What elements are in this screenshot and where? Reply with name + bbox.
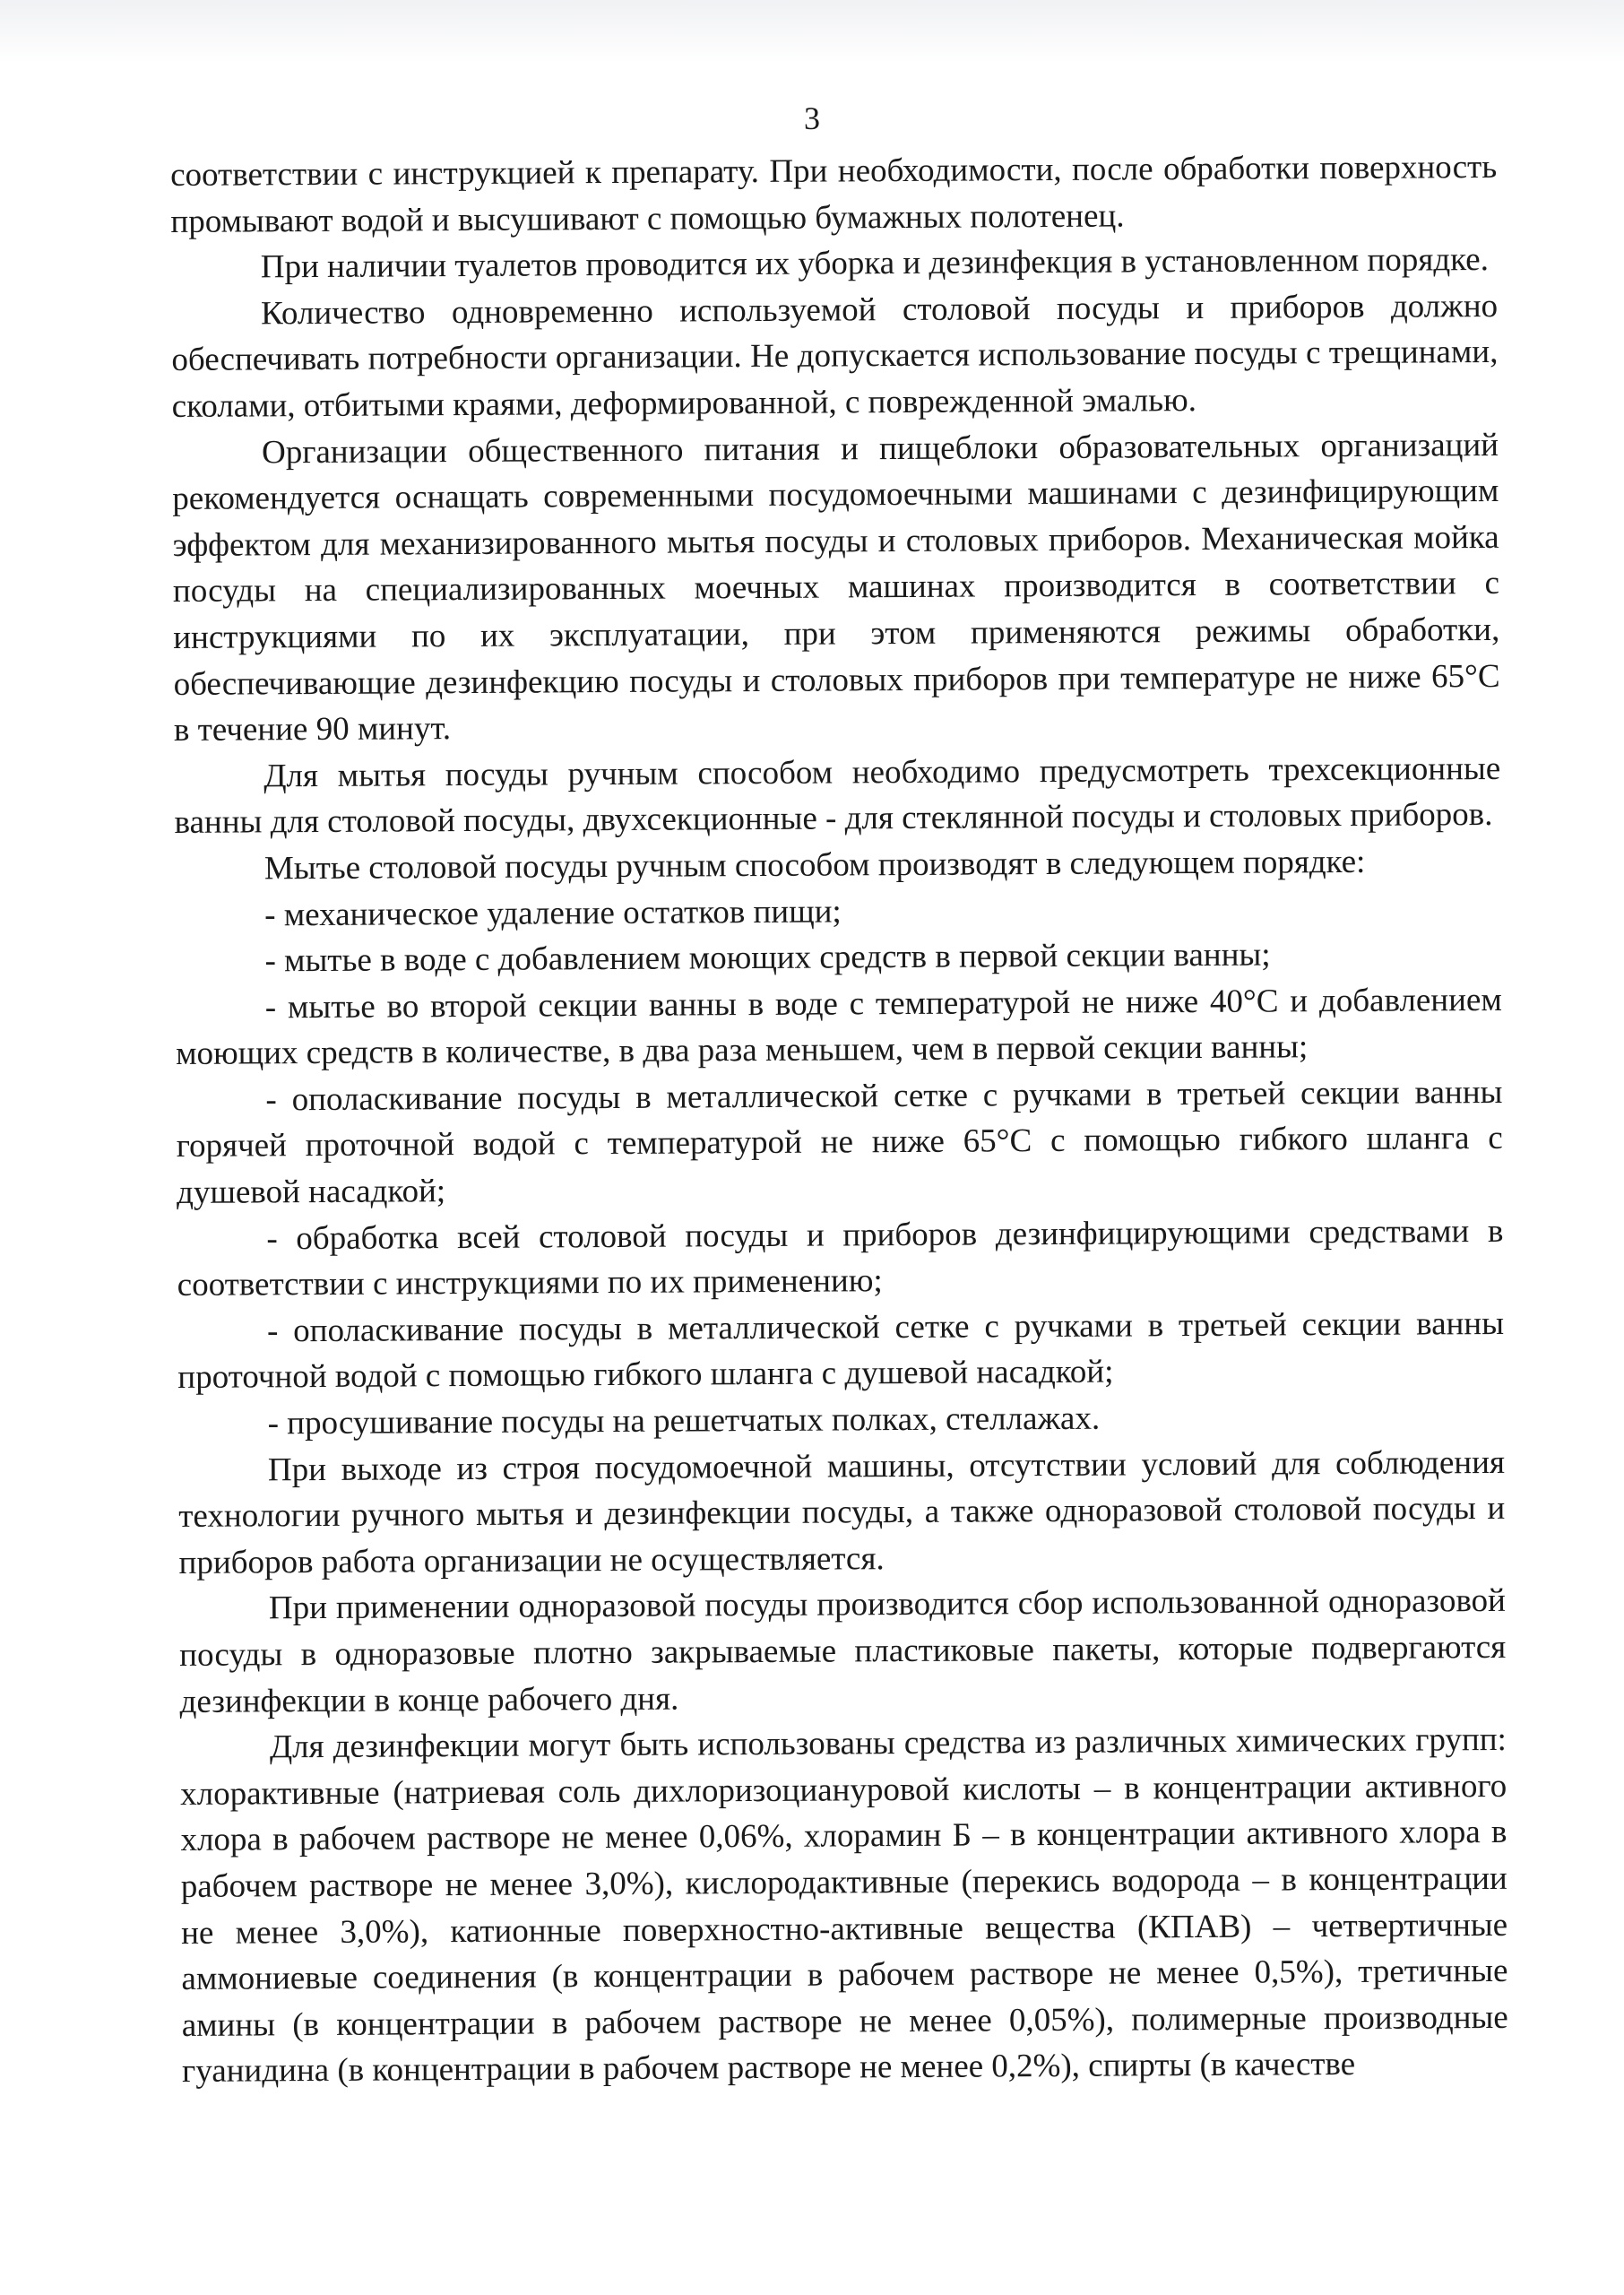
list-item: - мытье в воде с добавлением моющих средств в первой секции ванны;: [264, 936, 1271, 980]
scan-edge-shading: [0, 0, 1624, 63]
paragraph-dishwashers: Организации общественного питания и пищеблоки образовательных организаций рекомендуется оснащать современными посудомоечными машинами с дезинфицирующим эффектом для механизированного мытья посуды и столовых приборов. Механическая мойка посуды на специализированных моечных машинах производится в соответствии с инструкциями по их эксплуатации, при этом применяются режимы обработки, обеспечивающие дезинфекцию посуды и столовых приборов при температуре не ниже 65°С в течение 90 минут.: [172, 426, 1500, 749]
list-item: - мытье во второй секции ванны в воде с температурой не ниже 40°С и добавлением моющих средств в количестве, в два раза меньшем, чем в первой секции ванны;: [176, 981, 1502, 1073]
paragraph-toilets: При наличии туалетов проводится их уборка и дезинфекция в установленном порядке.: [260, 241, 1490, 286]
paragraph-disinfectants: Для дезинфекции могут быть использованы средства из различных химических групп: хлорактивные (натриевая соль дихлоризоциануровой кислоты – в концентрации активного хлора в рабочем растворе не менее 0,06%, хлорамин Б – в концентрации активного хлора в рабочем растворе не менее 3,0%), кислородактивные (перекись водорода – в концентрации не менее 3,0%), катионные поверхностно-активные вещества (КПАВ) – четвертичные аммониевые соединения (в концентрации в рабочем растворе не менее 0,5%), третичные амины (в концентрации в рабочем растворе не менее 0,05%), полимерные производные гуанидина (в концентрации в рабочем растворе не менее 0,2%), спирты (в качестве: [180, 1721, 1508, 2091]
list-item: - ополаскивание посуды в металлической сетке с ручками в третьей секции ванны проточной водой с помощью гибкого шланга с душевой насадкой;: [177, 1304, 1505, 1397]
paragraph-machine-failure: При выходе из строя посудомоечной машины, отсутствии условий для соблюдения технологии ручного мытья и дезинфекции посуды, а также одноразовой столовой посуды и приборов работа организации не осуществляется.: [178, 1443, 1506, 1581]
list-item: - ополаскивание посуды в металлической сетке с ручками в третьей секции ванны горячей проточной водой с температурой не ниже 65°С с помощью гибкого шланга с душевой насадкой;: [176, 1073, 1503, 1212]
paragraph-disposable-tableware: При применении одноразовой посуды производится сбор использованной одноразовой посуды в одноразовые плотно закрываемые пластиковые пакеты, которые подвергаются дезинфекции в конце рабочего дня.: [179, 1582, 1507, 1720]
list-item: - механическое удаление остатков пищи;: [264, 892, 842, 933]
paragraph-tableware-quantity: Количество одновременно используемой столовой посуды и приборов должно обеспечивать потребности организации. Не допускается использование посуды с трещинами, сколами, отбитыми краями, деформированной, с поврежденной эмалью.: [171, 287, 1499, 425]
paragraph-continuation: соответствии с инструкцией к препарату. При необходимости, после обработки поверхность промывают водой и высушивают с помощью бумажных полотенец.: [170, 148, 1498, 240]
document-body: [170, 144, 1508, 2095]
list-item: - обработка всей столовой посуды и приборов дезинфицирующими средствами в соответствии с инструкциями по их применению;: [177, 1212, 1504, 1304]
page-number: 3: [804, 100, 820, 136]
paragraph-manual-washing-baths: Для мытья посуды ручным способом необходимо предусмотреть трехсекционные ванны для столовой посуды, двухсекционные - для стеклянной посуды и столовых приборов.: [174, 749, 1501, 842]
list-item: - просушивание посуды на решетчатых полках, стеллажах.: [267, 1399, 1101, 1442]
paragraph-manual-washing-order: Мытье столовой посуды ручным способом производят в следующем порядке:: [263, 843, 1366, 888]
